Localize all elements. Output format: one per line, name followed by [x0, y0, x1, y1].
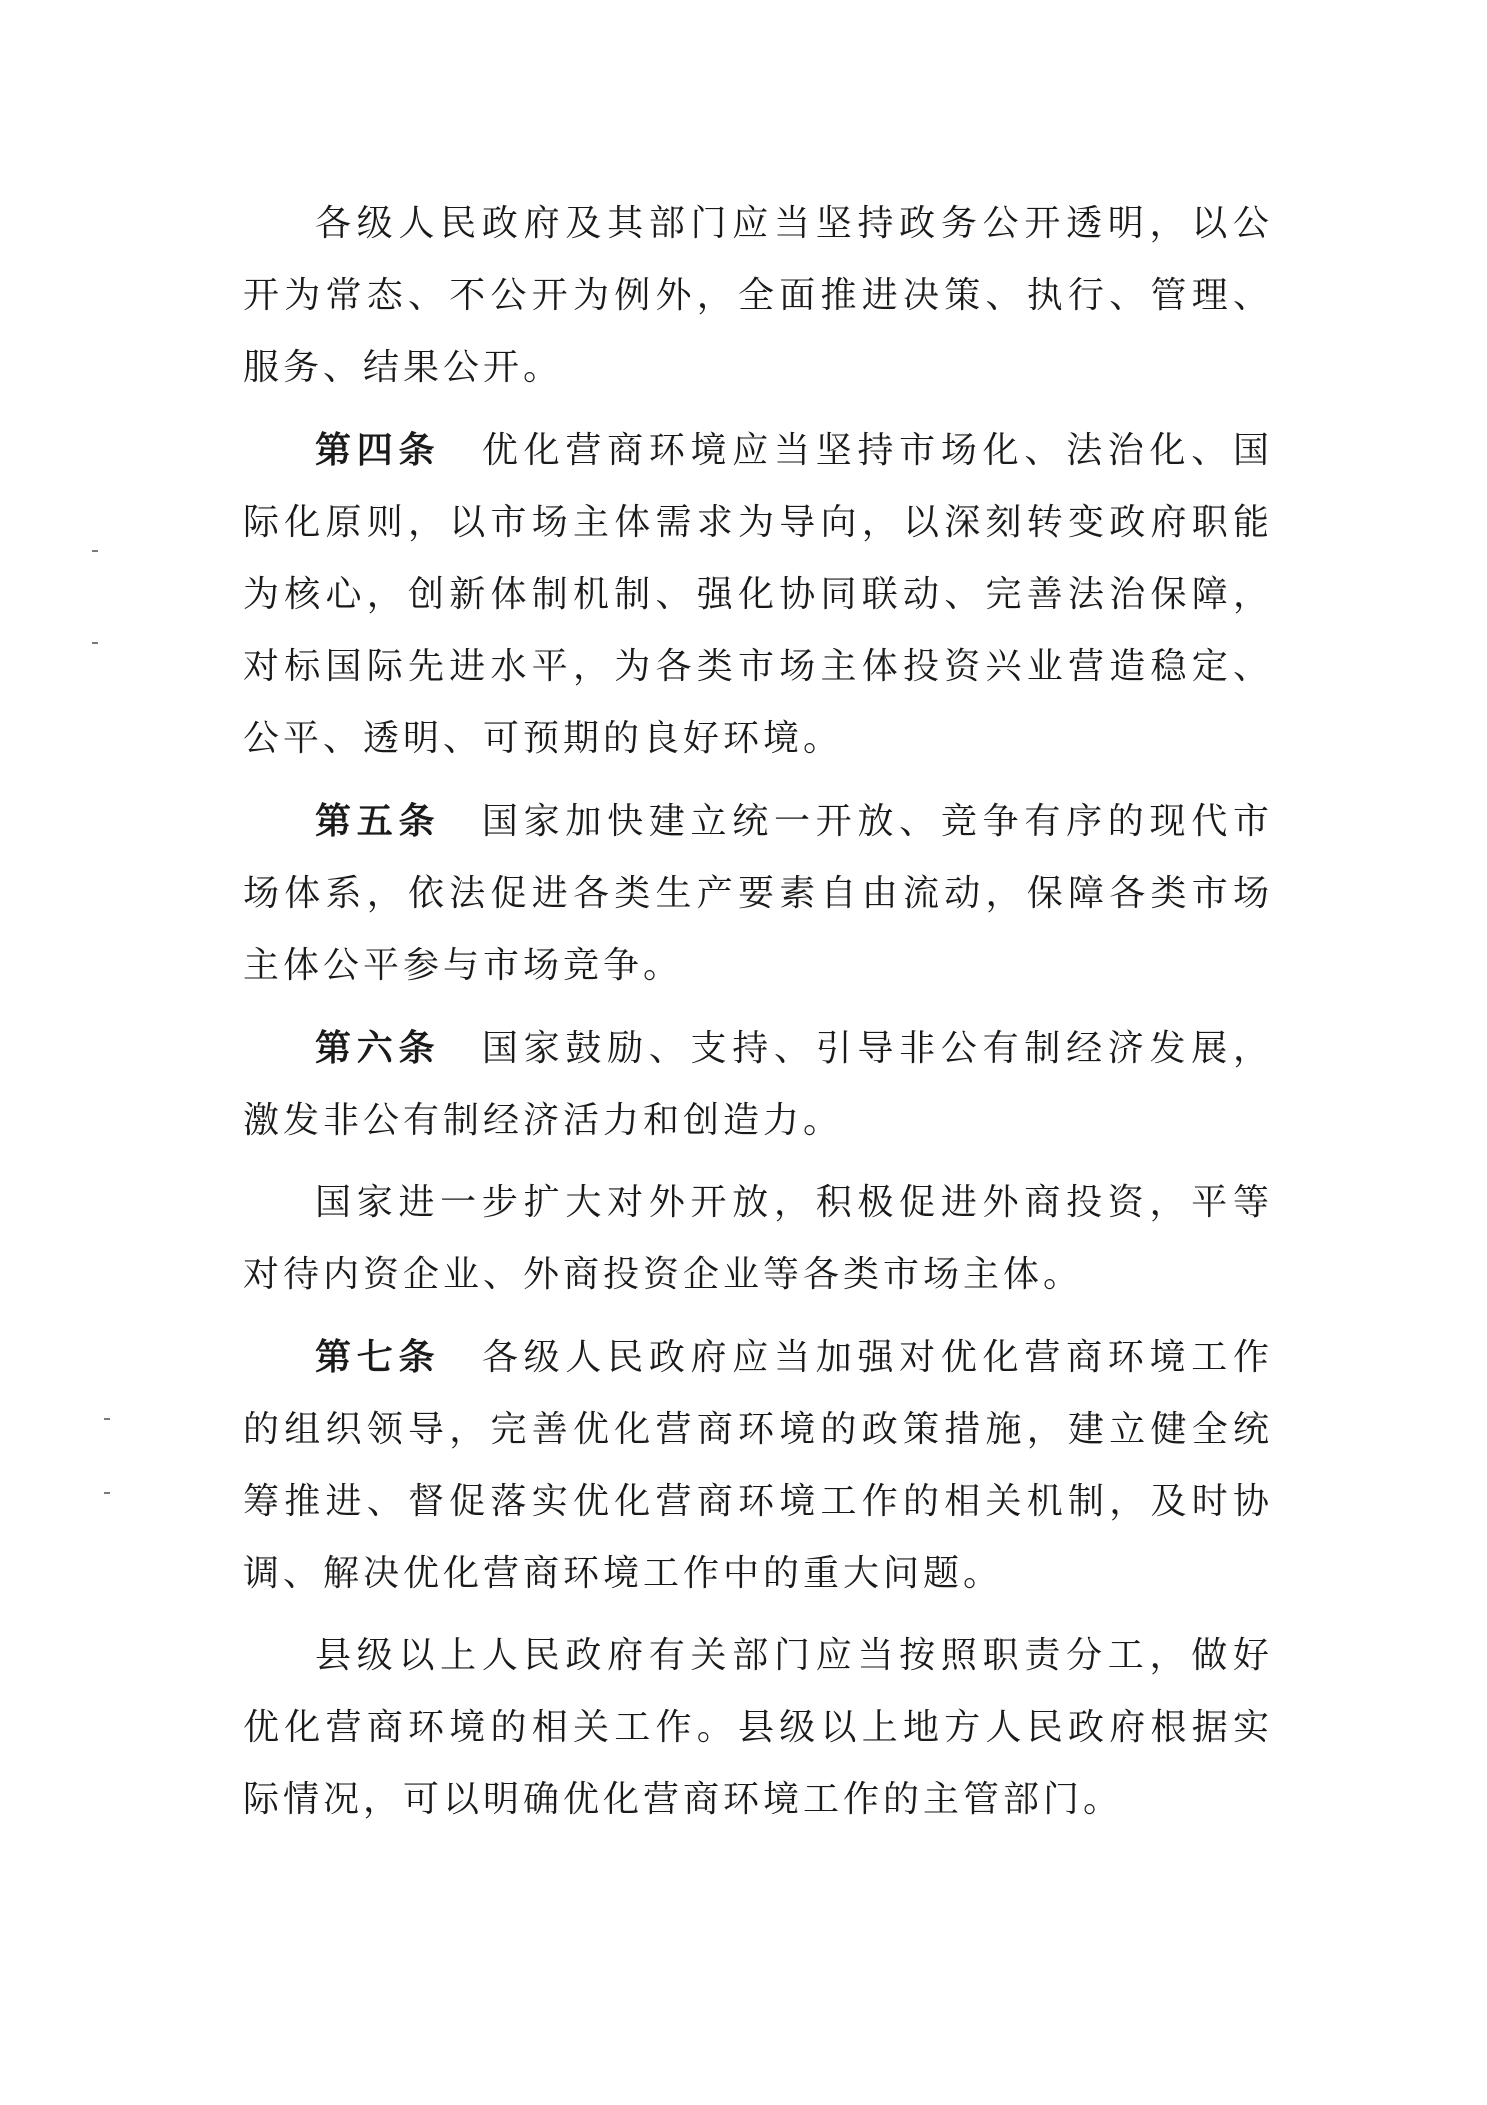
scan-margin-mark: [92, 550, 98, 552]
scan-margin-mark: [104, 1492, 110, 1494]
paragraph-text: 各级人民政府应当加强对优化营商环境工作的组织领导，完善优化营商环境的政策措施，建立健全统筹推进、督促落实优化营商环境工作的相关机制，及时协调、解决优化营商环境工作中的重大问题。: [243, 1337, 1273, 1594]
paragraph-text: 县级以上人民政府有关部门应当按照职责分工，做好优化营商环境的相关工作。县级以上地方人民政府根据实际情况，可以明确优化营商环境工作的主管部门。: [243, 1635, 1273, 1820]
scan-margin-mark: [92, 642, 98, 644]
article-number: 第五条: [315, 800, 441, 842]
paragraph-text: 国家加快建立统一开放、竞争有序的现代市场体系，依法促进各类生产要素自由流动，保障各类市场主体公平参与市场竞争。: [243, 801, 1273, 986]
scan-margin-mark: [104, 1418, 110, 1420]
paragraph-text: 各级人民政府及其部门应当坚持政务公开透明，以公开为常态、不公开为例外，全面推进决策、执行、管理、服务、结果公开。: [243, 203, 1273, 388]
document-body: [243, 188, 1273, 1846]
paragraph: [243, 1167, 1273, 1311]
article-paragraph: [243, 414, 1273, 775]
paragraph: [243, 188, 1273, 404]
paragraph-text: 国家鼓励、支持、引导非公有制经济发展，激发非公有制经济活力和创造力。: [243, 1028, 1273, 1141]
article-paragraph: [243, 1012, 1273, 1157]
paragraph-text: 国家进一步扩大对外开放，积极促进外商投资，平等对待内资企业、外商投资企业等各类市场主体。: [243, 1182, 1273, 1295]
article-number: 第六条: [315, 1027, 441, 1069]
paragraph: [243, 1620, 1273, 1836]
paragraph-text: 优化营商环境应当坚持市场化、法治化、国际化原则，以市场主体需求为导向，以深刻转变政府职能为核心，创新体制机制、强化协同联动、完善法治保障，对标国际先进水平，为各类市场主体投资兴业营造稳定、公平、透明、可预期的良好环境。: [243, 430, 1273, 759]
article-paragraph: [243, 1321, 1273, 1610]
article-number: 第四条: [315, 429, 441, 471]
article-paragraph: [243, 785, 1273, 1002]
article-number: 第七条: [315, 1336, 441, 1378]
